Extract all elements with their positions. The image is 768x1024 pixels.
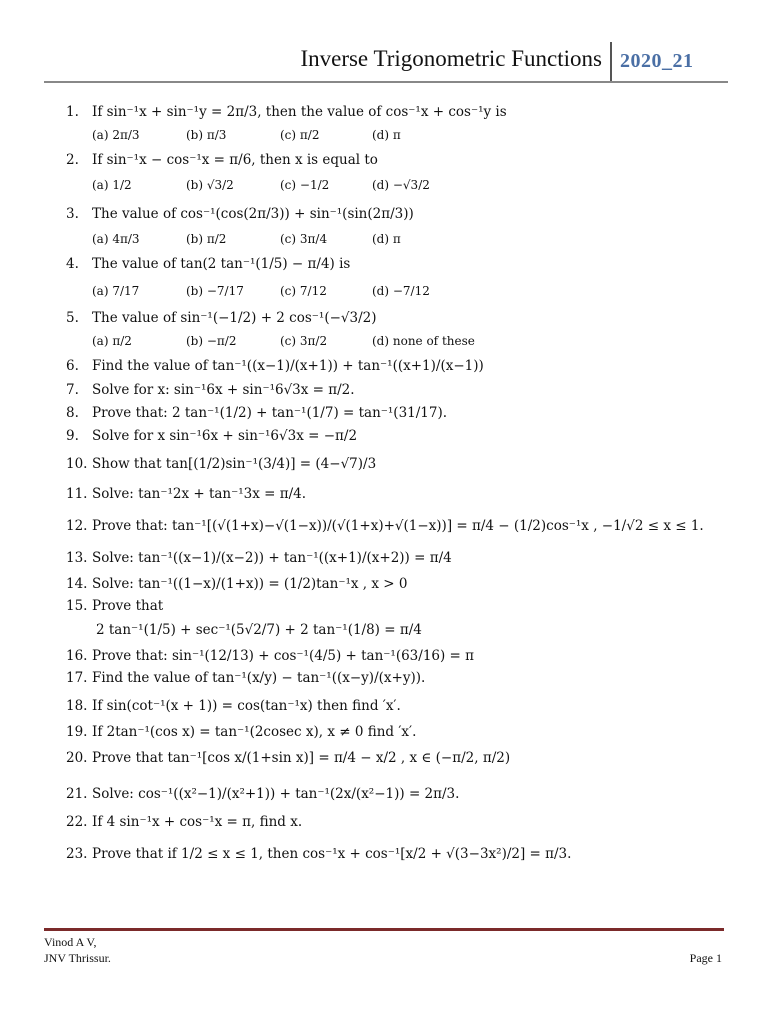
question-6 (66, 358, 484, 374)
question-number: 13. (66, 550, 88, 566)
option-a: (a) 7/17 (92, 284, 140, 298)
question-2 (66, 152, 378, 168)
question-text: Solve: tan⁻¹((x−1)/(x−2)) + tan⁻¹((x+1)/(x+2)) = π/4 (92, 550, 452, 566)
question-text: If sin(cot⁻¹(x + 1)) = cos(tan⁻¹x) then find ′x′. (92, 698, 401, 714)
footer-school: JNV Thrissur. (44, 951, 111, 965)
question-number: 23. (66, 846, 88, 862)
question-number: 9. (66, 428, 79, 444)
question-number: 15. (66, 598, 88, 614)
question-number: 19. (66, 724, 88, 740)
question-9 (66, 428, 357, 444)
option-d: (d) −7/12 (372, 284, 430, 298)
question-10 (66, 456, 376, 472)
question-text: Solve: tan⁻¹2x + tan⁻¹3x = π/4. (92, 486, 307, 502)
option-b: (b) −π/2 (186, 334, 237, 348)
question-number: 5. (66, 310, 79, 326)
question-number: 22. (66, 814, 88, 830)
question-number: 8. (66, 405, 79, 421)
question-text: If sin⁻¹x + sin⁻¹y = 2π/3, then the value of cos⁻¹x + cos⁻¹y is (92, 104, 507, 120)
question-number: 18. (66, 698, 88, 714)
question-16 (66, 648, 474, 664)
question-3 (66, 206, 414, 222)
question-number: 1. (66, 104, 79, 120)
option-c: (c) 7/12 (280, 284, 327, 298)
question-15 (66, 598, 163, 614)
question-number: 4. (66, 256, 79, 272)
footer-author: Vinod A V, (44, 935, 97, 949)
question-19 (66, 724, 416, 740)
question-text: If 2tan⁻¹(cos x) = tan⁻¹(2cosec x), x ≠ 0 find ′x′. (92, 724, 417, 740)
question-11 (66, 486, 306, 502)
option-a: (a) 2π/3 (92, 128, 140, 142)
page-number: Page 1 (689, 951, 722, 965)
question-number: 14. (66, 576, 88, 592)
question-number: 7. (66, 382, 79, 398)
question-number: 2. (66, 152, 79, 168)
question-number: 3. (66, 206, 79, 222)
option-d: (d) none of these (372, 334, 475, 348)
question-text: If sin⁻¹x − cos⁻¹x = π/6, then x is equal to (92, 152, 378, 168)
question-23 (66, 846, 571, 862)
question-number: 11. (66, 486, 88, 502)
question-text: Find the value of tan⁻¹(x/y) − tan⁻¹((x−y)/(x+y)). (92, 670, 426, 686)
option-a: (a) 4π/3 (92, 232, 140, 246)
option-d: (d) π (372, 232, 401, 246)
option-b: (b) −7/17 (186, 284, 244, 298)
question-text: Solve: cos⁻¹((x²−1)/(x²+1)) + tan⁻¹(2x/(x²−1)) = 2π/3. (92, 786, 460, 802)
option-b: (b) π/3 (186, 128, 227, 142)
question-text: Prove that tan⁻¹[cos x/(1+sin x)] = π/4 − x/2 , x ∈ (−π/2, π/2) (92, 750, 511, 766)
option-a: (a) π/2 (92, 334, 132, 348)
question-text: Find the value of tan⁻¹((x−1)/(x+1)) + tan⁻¹((x+1)/(x−1)) (92, 358, 484, 374)
page-header (44, 40, 728, 84)
question-22 (66, 814, 302, 830)
question-13 (66, 550, 452, 566)
question-text: Prove that if 1/2 ≤ x ≤ 1, then cos⁻¹x + cos⁻¹[x/2 + √(3−3x²)/2] = π/3. (92, 846, 572, 862)
option-c: (c) −1/2 (280, 178, 330, 192)
question-number: 21. (66, 786, 88, 802)
option-c: (c) 3π/2 (280, 334, 328, 348)
question-text: The value of cos⁻¹(cos(2π/3)) + sin⁻¹(sin(2π/3)) (92, 206, 414, 222)
question-14 (66, 576, 407, 592)
question-number: 17. (66, 670, 88, 686)
question-18 (66, 698, 401, 714)
question-text: The value of tan(2 tan⁻¹(1/5) − π/4) is (92, 256, 351, 272)
question-text: If 4 sin⁻¹x + cos⁻¹x = π, find x. (92, 814, 303, 830)
question-number: 10. (66, 456, 88, 472)
question-text: The value of sin⁻¹(−1/2) + 2 cos⁻¹(−√3/2) (92, 310, 377, 326)
question-number: 6. (66, 358, 79, 374)
question-17 (66, 670, 425, 686)
header-rule (44, 81, 728, 83)
footer-rule (44, 928, 724, 931)
question-text: Prove that: tan⁻¹[(√(1+x)−√(1−x))/(√(1+x)+√(1−x))] = π/4 − (1/2)cos⁻¹x , −1/√2 ≤ x ≤ 1. (92, 518, 704, 534)
header-divider (610, 42, 612, 82)
question-7 (66, 382, 355, 398)
option-c: (c) 3π/4 (280, 232, 328, 246)
question-number: 12. (66, 518, 88, 534)
option-d: (d) π (372, 128, 401, 142)
question-12 (66, 518, 704, 534)
question-text: Prove that (92, 598, 164, 614)
option-a: (a) 1/2 (92, 178, 132, 192)
option-b: (b) √3/2 (186, 178, 234, 192)
question-text: Prove that: sin⁻¹(12/13) + cos⁻¹(4/5) + tan⁻¹(63/16) = π (92, 648, 475, 664)
academic-year: 2020_21 (620, 50, 694, 72)
question-8 (66, 405, 447, 421)
question-text: Show that tan[(1/2)sin⁻¹(3/4)] = (4−√7)/3 (92, 456, 377, 472)
question-4 (66, 256, 350, 272)
option-c: (c) π/2 (280, 128, 320, 142)
question-text: Prove that: 2 tan⁻¹(1/2) + tan⁻¹(1/7) = tan⁻¹(31/17). (92, 405, 448, 421)
question-text: Solve for x sin⁻¹6x + sin⁻¹6√3x = −π/2 (92, 428, 358, 444)
document-title: Inverse Trigonometric Functions (300, 46, 602, 71)
question-20 (66, 750, 510, 766)
option-d: (d) −√3/2 (372, 178, 430, 192)
option-b: (b) π/2 (186, 232, 227, 246)
question-21 (66, 786, 459, 802)
question-5 (66, 310, 377, 326)
question-15-expression: 2 tan⁻¹(1/5) + sec⁻¹(5√2/7) + 2 tan⁻¹(1/8) = π/4 (96, 622, 422, 638)
question-number: 16. (66, 648, 88, 664)
question-text: Solve for x: sin⁻¹6x + sin⁻¹6√3x = π/2. (92, 382, 355, 398)
question-number: 20. (66, 750, 88, 766)
question-text: Solve: tan⁻¹((1−x)/(1+x)) = (1/2)tan⁻¹x , x > 0 (92, 576, 408, 592)
question-1 (66, 104, 507, 120)
